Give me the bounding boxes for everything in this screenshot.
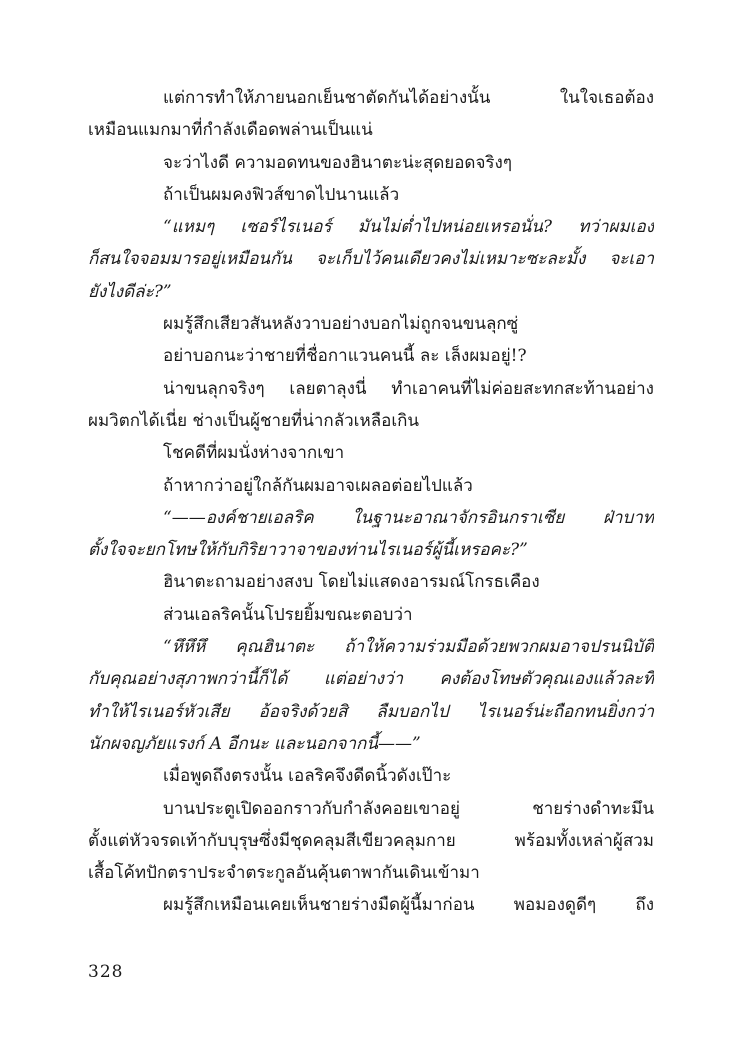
text-line: น่าขนลุกจริงๆ เลยตาลุงนี่ ทำเอาคนที่ไม่ค่อยสะทกสะท้านอย่าง xyxy=(163,378,654,399)
text-line: ถ้าเป็นผมคงฟิวส์ขาดไปนานแล้ว xyxy=(163,184,400,205)
text-line: ยังไงดีล่ะ?” xyxy=(88,281,172,302)
text-line: ก็สนใจจอมมารอยู่เหมือนกัน จะเก็บไว้คนเดียวคงไม่เหมาะซะละมั้ง จะเอา xyxy=(88,249,654,270)
text-line: จะว่าไงดี ความอดทนของฮินาตะน่ะสุดยอดจริงๆ xyxy=(163,152,512,173)
text-line: ส่วนเอลริคนั้นโปรยยิ้มขณะตอบว่า xyxy=(163,604,413,625)
text-line: “——องค์ชายเอลริค ในฐานะอาณาจักรอินกราเซีย ฝ่าบาท xyxy=(163,507,654,528)
text-line: บานประตูเปิดออกราวกับกำลังคอยเขาอยู่ ชายร่างดำทะมึน xyxy=(163,798,654,819)
text-line: เมื่อพูดถึงตรงนั้น เอลริคจึงดีดนิ้วดังเป๊าะ xyxy=(163,766,452,787)
text-line: “หึหึหึ คุณฮินาตะ ถ้าให้ความร่วมมือด้วยพวกผมอาจปรนนิบัติ xyxy=(163,637,654,658)
text-line: โชคดีที่ผมนั่งห่างจากเขา xyxy=(163,443,345,464)
text-line: เสื้อโค้ทปักตราประจำตระกูลอันคุ้นตาพากันเดินเข้ามา xyxy=(88,863,480,884)
text-line: ถ้าหากว่าอยู่ใกล้กันผมอาจเผลอต่อยไปแล้ว xyxy=(163,475,473,496)
text-line: แต่การทำให้ภายนอกเย็นชาตัดกันได้อย่างนั้น ในใจเธอต้อง xyxy=(163,88,654,108)
text-line: กับคุณอย่างสุภาพกว่านี้ก็ได้ แต่อย่างว่า คงต้องโทษตัวคุณเองแล้วละที่ xyxy=(88,669,654,690)
text-line: อย่าบอกนะว่าชายที่ชื่อกาแวนคนนี้ ละ เล็งผมอยู่!? xyxy=(163,346,527,367)
text-line: เหมือนแมกมาที่กำลังเดือดพล่านเป็นแน่ xyxy=(88,120,373,141)
text-line: ทำให้ไรเนอร์หัวเสีย อ้อจริงด้วยสิ ลืมบอกไป ไรเนอร์น่ะถือกทนยิ่งกว่า xyxy=(88,701,654,722)
text-line: ตั้งแต่หัวจรดเท้ากับบุรุษซึ่งมีชุดคลุมสีเขียวคลุมกาย พร้อมทั้งเหล่าผู้สวม xyxy=(88,830,654,851)
body-text xyxy=(88,82,654,922)
text-line: ผมรู้สึกเหมือนเคยเห็นชายร่างมืดผู้นี้มาก่อน พอมองดูดีๆ ถึง xyxy=(163,895,654,916)
text-line: “แหมๆ เซอร์ไรเนอร์ มันไม่ต่ำไปหน่อยเหรอนั่น? ทว่าผมเอง xyxy=(163,217,654,238)
text-line: ผมรู้สึกเสียวสันหลังวาบอย่างบอกไม่ถูกจนขนลุกซู่ xyxy=(163,314,519,335)
page-number: 328 xyxy=(88,962,124,982)
text-line: นักผจญภัยแรงก์ A อีกนะ และนอกจากนี้——” xyxy=(88,733,421,754)
text-line: ตั้งใจจะยกโทษให้กับกิริยาวาจาของท่านไรเนอร์ผู้นี้เหรอคะ?” xyxy=(88,540,528,561)
text-line: ฮินาตะถามอย่างสงบ โดยไม่แสดงอารมณ์โกรธเคือง xyxy=(163,572,540,593)
text-line: ผมวิตกได้เนี่ย ช่างเป็นผู้ชายที่น่ากลัวเหลือเกิน xyxy=(88,410,420,431)
